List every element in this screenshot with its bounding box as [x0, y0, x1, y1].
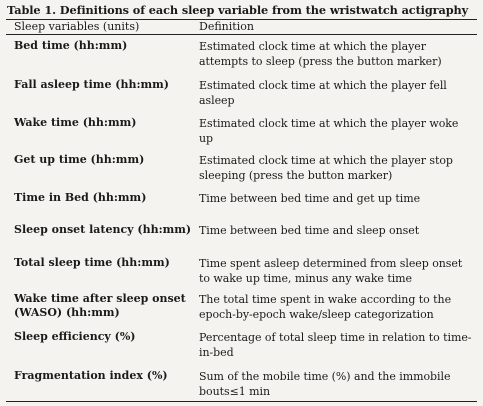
row-variable: Get up time (hh:mm)	[14, 153, 145, 166]
row-variable: Wake time after sleep onset (WASO) (hh:mm)	[14, 292, 186, 319]
row-variable: Bed time (hh:mm)	[14, 39, 128, 52]
row-variable: Fall asleep time (hh:mm)	[14, 78, 170, 91]
row-variable: Sleep efficiency (%)	[14, 330, 136, 343]
row-definition: Time spent asleep determined from sleep onset to wake up time, minus any wake time	[199, 257, 463, 285]
row-variable: Total sleep time (hh:mm)	[14, 256, 170, 269]
row-definition: Estimated clock time at which the player woke up	[199, 117, 459, 145]
row-definition: Time between bed time and get up time	[199, 192, 421, 205]
row-variable: Time in Bed (hh:mm)	[14, 191, 147, 204]
row-definition: Estimated clock time at which the player attempts to sleep (press the button marker)	[199, 40, 442, 68]
row-variable: Fragmentation index (%)	[14, 369, 168, 382]
row-definition: The total time spent in wake according to the epoch-by-epoch wake/sleep categorization	[199, 293, 452, 321]
row-definition: Estimated clock time at which the player fell asleep	[199, 79, 447, 107]
row-variable: Wake time (hh:mm)	[14, 116, 137, 129]
table-bottom-rule	[6, 401, 477, 402]
table-caption: Table 1. Definitions of each sleep variable from the wristwatch actigraphy	[7, 3, 469, 17]
row-definition: Sum of the mobile time (%) and the immobile bouts≤1 min	[199, 370, 451, 398]
table-header-rule	[6, 34, 477, 35]
header-definition: Definition	[199, 20, 254, 33]
header-variable: Sleep variables (units)	[14, 20, 140, 33]
row-definition: Estimated clock time at which the player stop sleeping (press the button marker)	[199, 154, 453, 182]
row-definition: Time between bed time and sleep onset	[199, 224, 420, 237]
row-variable: Sleep onset latency (hh:mm)	[14, 223, 192, 236]
row-definition: Percentage of total sleep time in relation to time-in-bed	[199, 331, 472, 359]
